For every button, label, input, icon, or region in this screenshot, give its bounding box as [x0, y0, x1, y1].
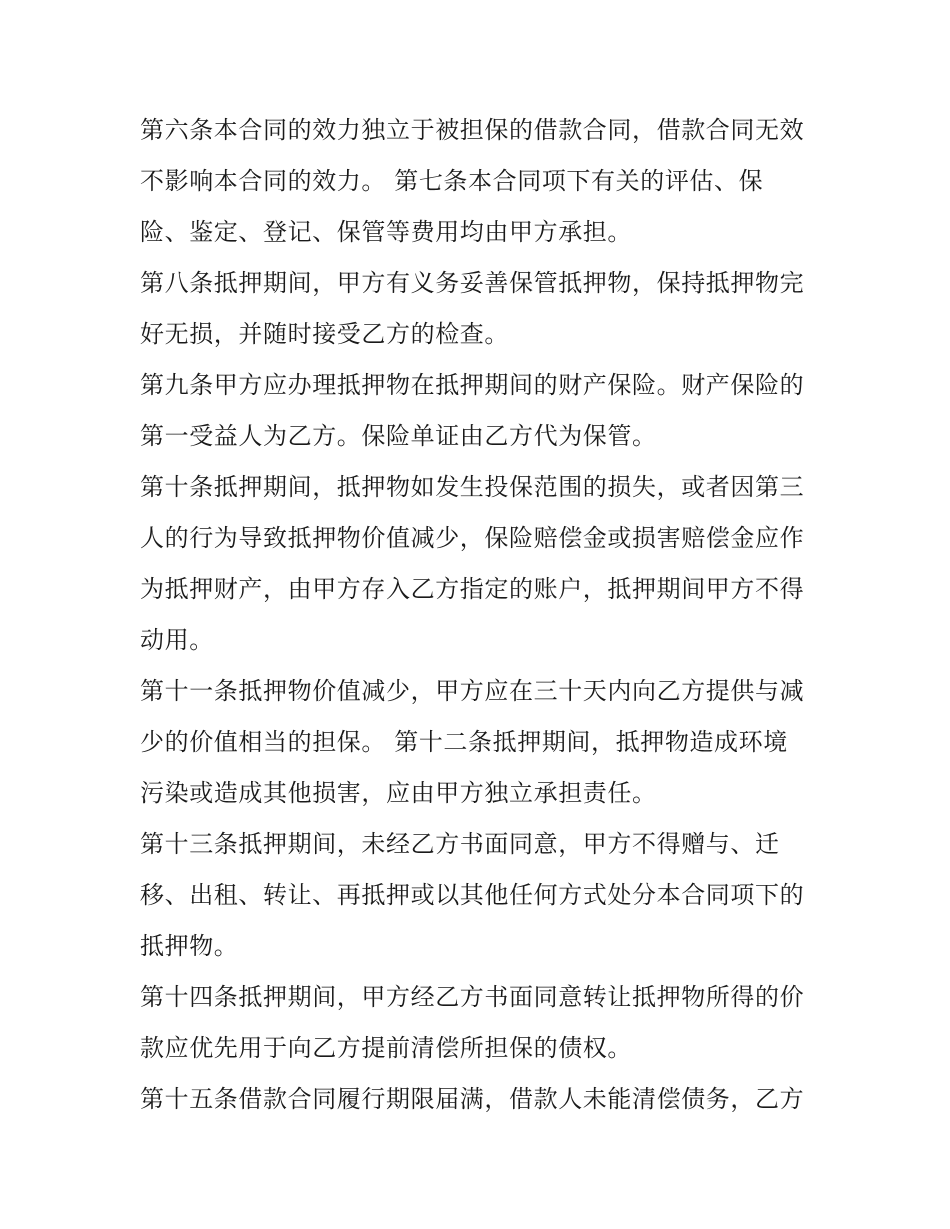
text-line: 移、出租、转让、再抵押或以其他任何方式处分本合同项下的 [140, 881, 805, 909]
text-line: 第十条抵押期间，抵押物如发生投保范围的损失，或者因第三 [140, 473, 805, 501]
document-page [140, 105, 820, 1125]
text-line: 款应优先用于向乙方提前清偿所担保的债权。 [140, 1034, 632, 1062]
text-line: 抵押物。 [140, 932, 239, 960]
text-line: 少的价值相当的担保。 第十二条抵押期间，抵押物造成环境 [140, 728, 788, 756]
text-line: 第十五条借款合同履行期限届满，借款人未能清偿债务，乙方 [140, 1085, 805, 1113]
text-line: 为抵押财产，由甲方存入乙方指定的账户，抵押期间甲方不得 [140, 575, 805, 603]
text-line: 污染或造成其他损害，应由甲方独立承担责任。 [140, 779, 657, 807]
text-line: 好无损，并随时接受乙方的检查。 [140, 320, 509, 348]
text-line: 动用。 [140, 626, 214, 654]
text-line: 第六条本合同的效力独立于被担保的借款合同，借款合同无效 [140, 116, 805, 144]
text-line: 第一受益人为乙方。保险单证由乙方代为保管。 [140, 422, 657, 450]
text-line: 不影响本合同的效力。 第七条本合同项下有关的评估、保 [140, 167, 764, 195]
text-line: 第九条甲方应办理抵押物在抵押期间的财产保险。财产保险的 [140, 371, 805, 399]
text-line: 第十一条抵押物价值减少，甲方应在三十天内向乙方提供与减 [140, 677, 805, 705]
text-line: 第八条抵押期间，甲方有义务妥善保管抵押物，保持抵押物完 [140, 269, 805, 297]
text-line: 险、鉴定、登记、保管等费用均由甲方承担。 [140, 218, 632, 246]
text-line: 第十四条抵押期间，甲方经乙方书面同意转让抵押物所得的价 [140, 983, 805, 1011]
text-line: 第十三条抵押期间，未经乙方书面同意，甲方不得赠与、迁 [140, 830, 780, 858]
text-line: 人的行为导致抵押物价值减少，保险赔偿金或损害赔偿金应作 [140, 524, 805, 552]
